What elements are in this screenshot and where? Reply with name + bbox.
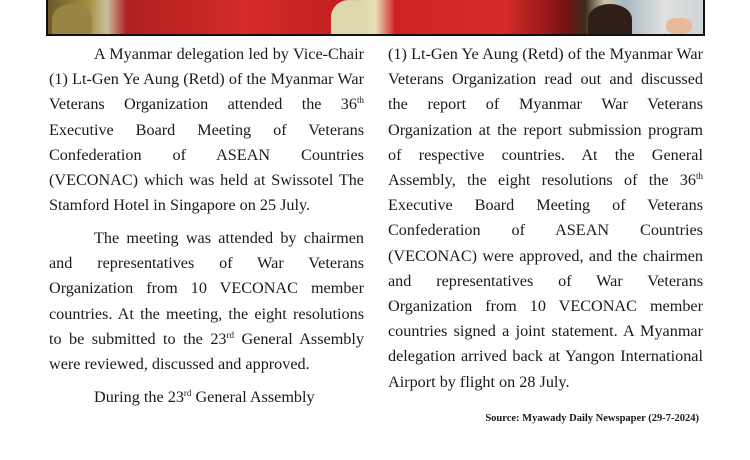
paragraph-text: Executive Board Meeting of Veterans Confederation of ASEAN Countries (VECONAC) were approved, and the chairmen and representatives of War Veterans Organization from 10 VECONAC member countries signed a joint statement. A Myanmar delegation arrived back at Yangon International Airport by flight on 28 July. [388,196,703,391]
article-paragraph-3 [49,385,364,410]
ordinal-suffix: rd [183,387,192,398]
paragraph-text: A Myanmar delegation led by Vice-Chair (1) Lt-Gen Ye Aung (Retd) of the Myanmar War Veterans Organization attended the 36 [49,45,364,114]
paragraph-text: During the 23 [94,387,184,406]
article-paragraph-1 [49,42,364,218]
article-left-column [49,42,364,410]
article-right-column [388,42,703,395]
source-credit: Source: Myawady Daily Newspaper (29-7-2024) [485,413,699,424]
article-paragraph-continued [388,42,703,395]
paragraph-text: General Assembly were reviewed, discussed and approved. [49,329,364,374]
ordinal-suffix: th [695,171,703,182]
photo-figure-center [331,0,367,34]
paragraph-text: The meeting was attended by chairmen and representatives of War Veterans Organization from 10 VECONAC member countries. At the meeting, the eight resolutions to be submitted to the 23 [49,229,364,348]
ordinal-suffix: th [356,95,364,106]
article-paragraph-2 [49,226,364,377]
paragraph-text: (1) Lt-Gen Ye Aung (Retd) of the Myanmar War Veterans Organization read out and discussed the report of Myanmar War Veterans Organization at the report submission program of respective countries. At the General Assembly, the eight resolutions of the 36 [388,45,703,190]
paragraph-text: Executive Board Meeting of Veterans Confederation of ASEAN Countries (VECONAC) which was held at Swissotel The Stamford Hotel in Singapore on 25 July. [49,120,364,215]
photo-figure-right [588,4,632,34]
article-photo [46,0,705,36]
photo-hand [666,18,692,34]
ordinal-suffix: rd [226,329,235,340]
paragraph-text: General Assembly [191,387,315,406]
photo-figure-left [52,4,92,34]
